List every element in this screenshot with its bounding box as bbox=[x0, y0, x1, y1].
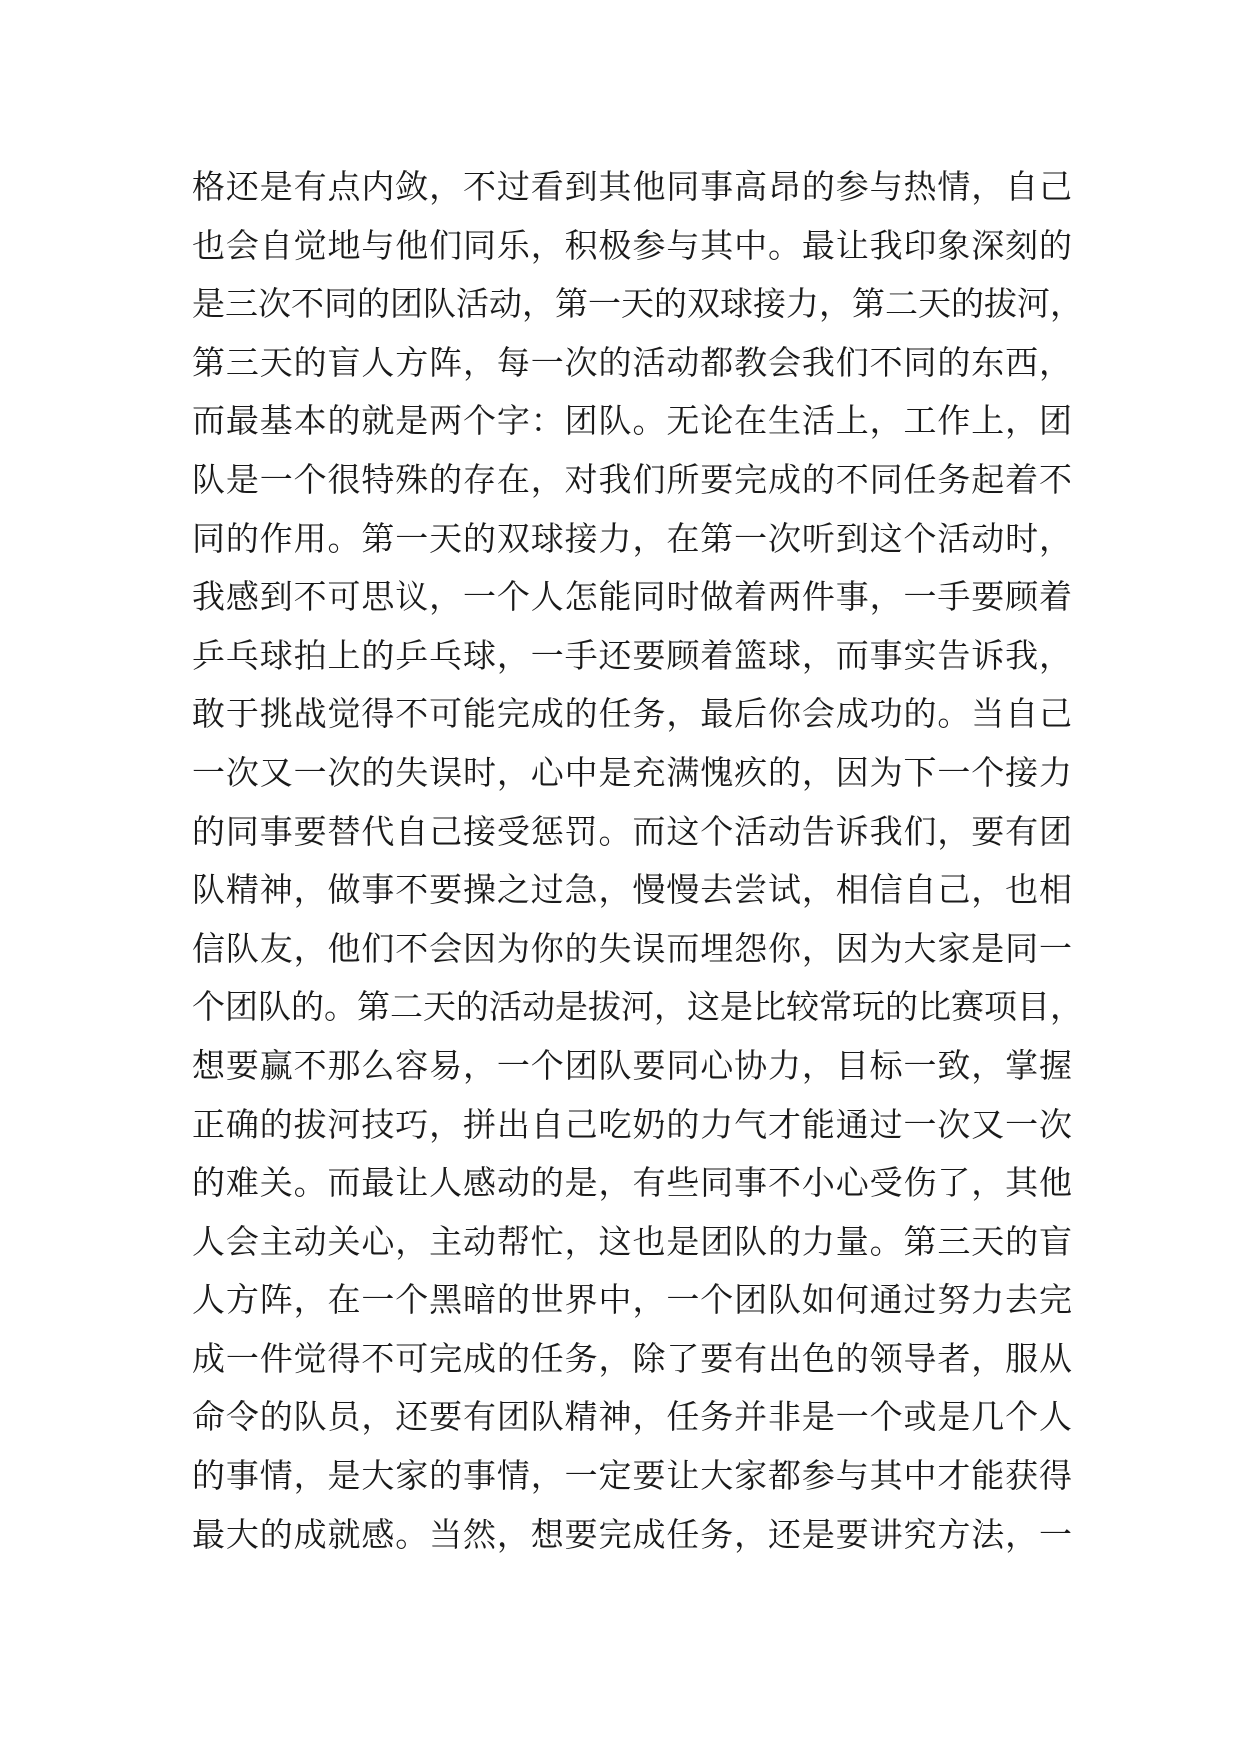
text-line: 敢于挑战觉得不可能完成的任务，最后你会成功的。当自己 bbox=[192, 694, 1072, 734]
text-line: 队精神，做事不要操之过急，慢慢去尝试，相信自己，也相 bbox=[192, 870, 1072, 910]
text-line: 一次又一次的失误时，心中是充满愧疚的，因为下一个接力 bbox=[192, 752, 1072, 792]
text-line: 第三天的盲人方阵，每一次的活动都教会我们不同的东西， bbox=[192, 342, 1072, 382]
text-line: 队是一个很特殊的存在，对我们所要完成的不同任务起着不 bbox=[192, 459, 1072, 499]
text-line: 也会自觉地与他们同乐，积极参与其中。最让我印象深刻的 bbox=[192, 225, 1072, 265]
text-line: 人方阵，在一个黑暗的世界中，一个团队如何通过努力去完 bbox=[192, 1280, 1072, 1320]
text-line: 乒乓球拍上的乒乓球，一手还要顾着篮球，而事实告诉我， bbox=[192, 635, 1072, 675]
text-line: 格还是有点内敛，不过看到其他同事高昂的参与热情，自己 bbox=[192, 167, 1072, 206]
text-line: 成一件觉得不可完成的任务，除了要有出色的领导者，服从 bbox=[192, 1338, 1072, 1378]
text-line: 是三次不同的团队活动，第一天的双球接力，第二天的拔河， bbox=[192, 284, 1083, 324]
text-line: 正确的拔河技巧，拼出自己吃奶的力气才能通过一次又一次 bbox=[192, 1104, 1072, 1144]
text-line: 而最基本的就是两个字：团队。无论在生活上，工作上，团 bbox=[192, 401, 1072, 441]
text-line: 想要赢不那么容易，一个团队要同心协力，目标一致，掌握 bbox=[192, 1045, 1072, 1085]
text-line: 的同事要替代自己接受惩罚。而这个活动告诉我们，要有团 bbox=[192, 811, 1072, 851]
text-line: 命令的队员，还要有团队精神，任务并非是一个或是几个人 bbox=[192, 1397, 1072, 1437]
text-line: 的难关。而最让人感动的是，有些同事不小心受伤了，其他 bbox=[192, 1163, 1072, 1203]
text-line: 我感到不可思议，一个人怎能同时做着两件事，一手要顾着 bbox=[192, 577, 1072, 617]
text-line: 同的作用。第一天的双球接力，在第一次听到这个活动时， bbox=[192, 518, 1072, 558]
text-line: 最大的成就感。当然，想要完成任务，还是要讲究方法，一 bbox=[192, 1514, 1072, 1554]
text-line: 信队友，他们不会因为你的失误而埋怨你，因为大家是同一 bbox=[192, 928, 1072, 968]
body-paragraph bbox=[192, 158, 1083, 1564]
text-line: 人会主动关心，主动帮忙，这也是团队的力量。第三天的盲 bbox=[192, 1221, 1072, 1261]
text-line: 个团队的。第二天的活动是拔河，这是比较常玩的比赛项目， bbox=[192, 987, 1083, 1027]
text-line: 的事情，是大家的事情，一定要让大家都参与其中才能获得 bbox=[192, 1456, 1072, 1496]
